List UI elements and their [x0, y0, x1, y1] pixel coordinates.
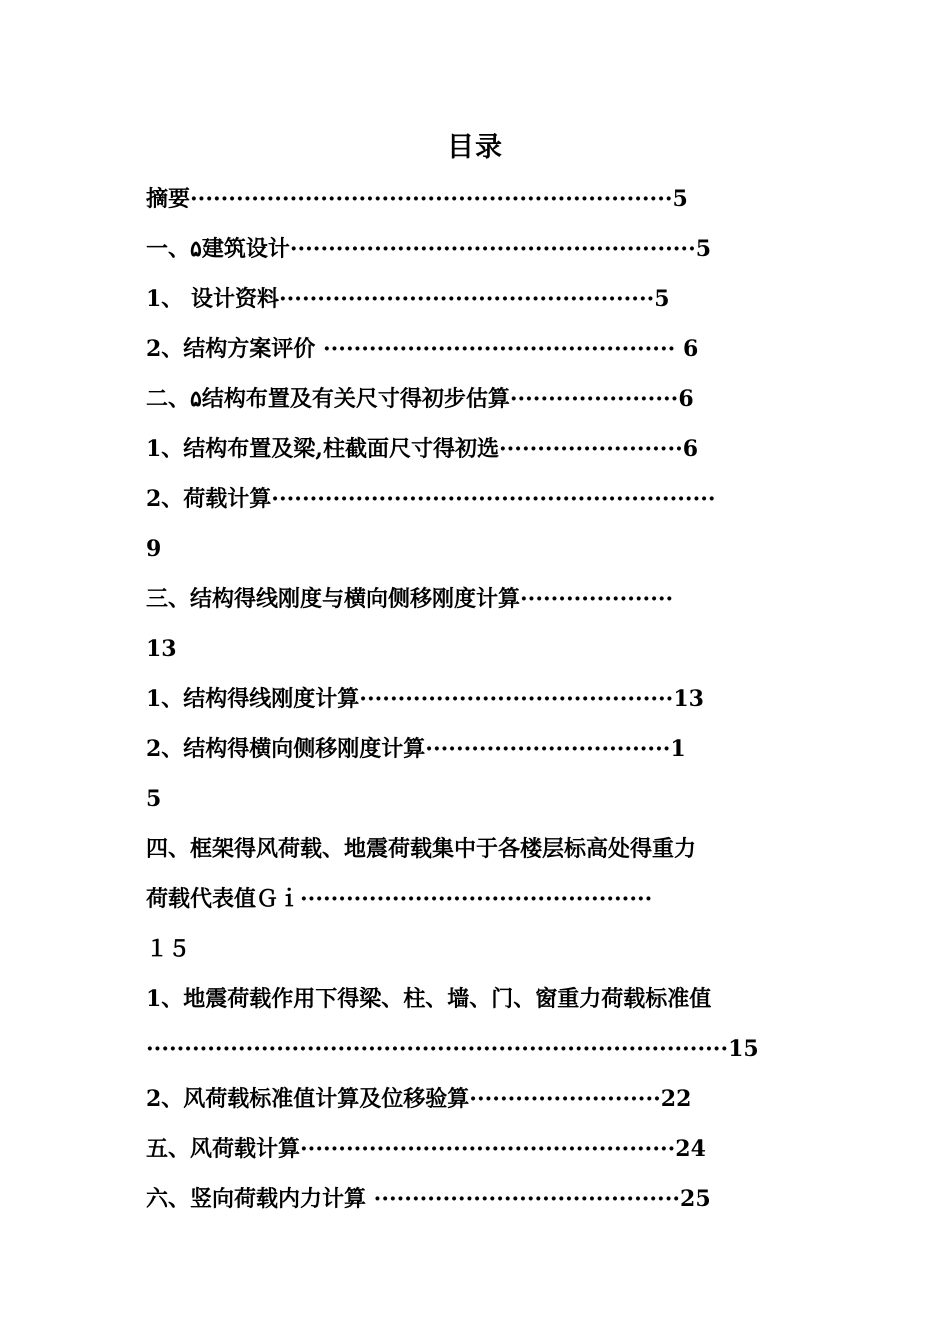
toc-entry-continuation: １５ [146, 936, 191, 962]
toc-entry-continuation: 13 [146, 636, 177, 662]
toc-entry: 二、۵结构布置及有关尺寸得初步估算······················6 [146, 386, 694, 412]
page-title: 目录 [447, 132, 503, 163]
toc-entry: 2、荷载计算·························································· [146, 486, 716, 512]
toc-entry: 2、风荷载标准值计算及位移验算·························22 [146, 1086, 692, 1112]
toc-entry: 1、地震荷载作用下得梁、柱、墙、门、窗重力荷载标准值 [146, 986, 712, 1012]
toc-entry: 四、框架得风荷载、地震荷载集中于各楼层标高处得重力 [146, 836, 697, 862]
toc-entry-continuation: 5 [146, 786, 162, 812]
toc-entry: 六、竖向荷载内力计算 ········································25 [146, 1186, 711, 1212]
toc-entry-continuation: 荷载代表值Ｇｉ·············································· [146, 886, 653, 912]
toc-entry: 摘要·······························································5 [146, 186, 688, 212]
toc-entry: 1、结构得线刚度计算·········································13 [146, 686, 704, 712]
toc-entry: 1、结构布置及梁,柱截面尺寸得初选························6 [146, 436, 699, 462]
toc-entry: 2、结构得横向侧移刚度计算································1 [146, 736, 686, 762]
toc-entry: 1、 设计资料·················································5 [146, 286, 670, 312]
toc-entry: 五、风荷载计算·················································24 [146, 1136, 706, 1162]
toc-entry: 一、۵建筑设计·····················································5 [146, 236, 712, 262]
toc-entry: 三、结构得线刚度与横向侧移刚度计算···················· [146, 586, 674, 612]
toc-entry-continuation: ············································································15 [146, 1036, 759, 1062]
toc-entry: 2、结构方案评价 ·············································· 6 [146, 336, 699, 362]
toc-entry-continuation: 9 [146, 536, 162, 562]
